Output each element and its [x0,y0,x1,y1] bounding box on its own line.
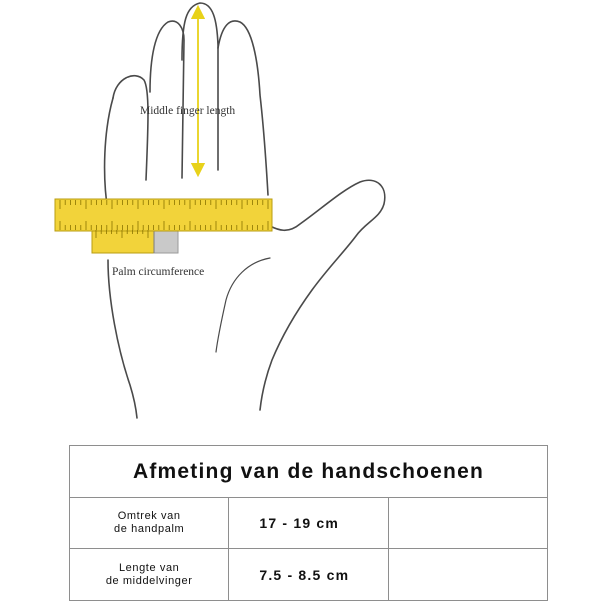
row-label-middle-finger-line2: de middelvinger [105,574,193,587]
row-label-palm-line1: Omtrek van [117,510,181,522]
row-label-middle-finger-line1: Lengte van [118,561,180,574]
row-label-palm-line2: de handpalm [114,523,185,535]
row-label-palm [70,498,229,549]
palm-circumference-label: Palm circumference [112,266,205,278]
row-value-middle-finger: 7.5 - 8.5 cm [229,549,388,601]
ring-finger [150,21,184,178]
glove-size-table [69,445,548,601]
middle-finger-label: Middle finger length [140,105,236,117]
middle-finger [182,3,218,170]
hand-left-edge [105,98,137,418]
tape-end-tab [154,229,178,253]
row-label-middle-finger [70,549,229,601]
thumb [260,180,385,410]
row-empty-cell-palm [388,498,547,549]
table-row-middle-finger [70,549,548,601]
pinky-finger [113,76,148,180]
table-row-palm [70,498,548,549]
measuring-tape [55,199,272,253]
tape-upper-band [55,199,272,231]
row-empty-cell-middle-finger [388,549,547,601]
row-value-palm: 17 - 19 cm [229,498,388,549]
palm-line [216,258,270,352]
table-title: Afmeting van de handschoenen [70,446,548,498]
